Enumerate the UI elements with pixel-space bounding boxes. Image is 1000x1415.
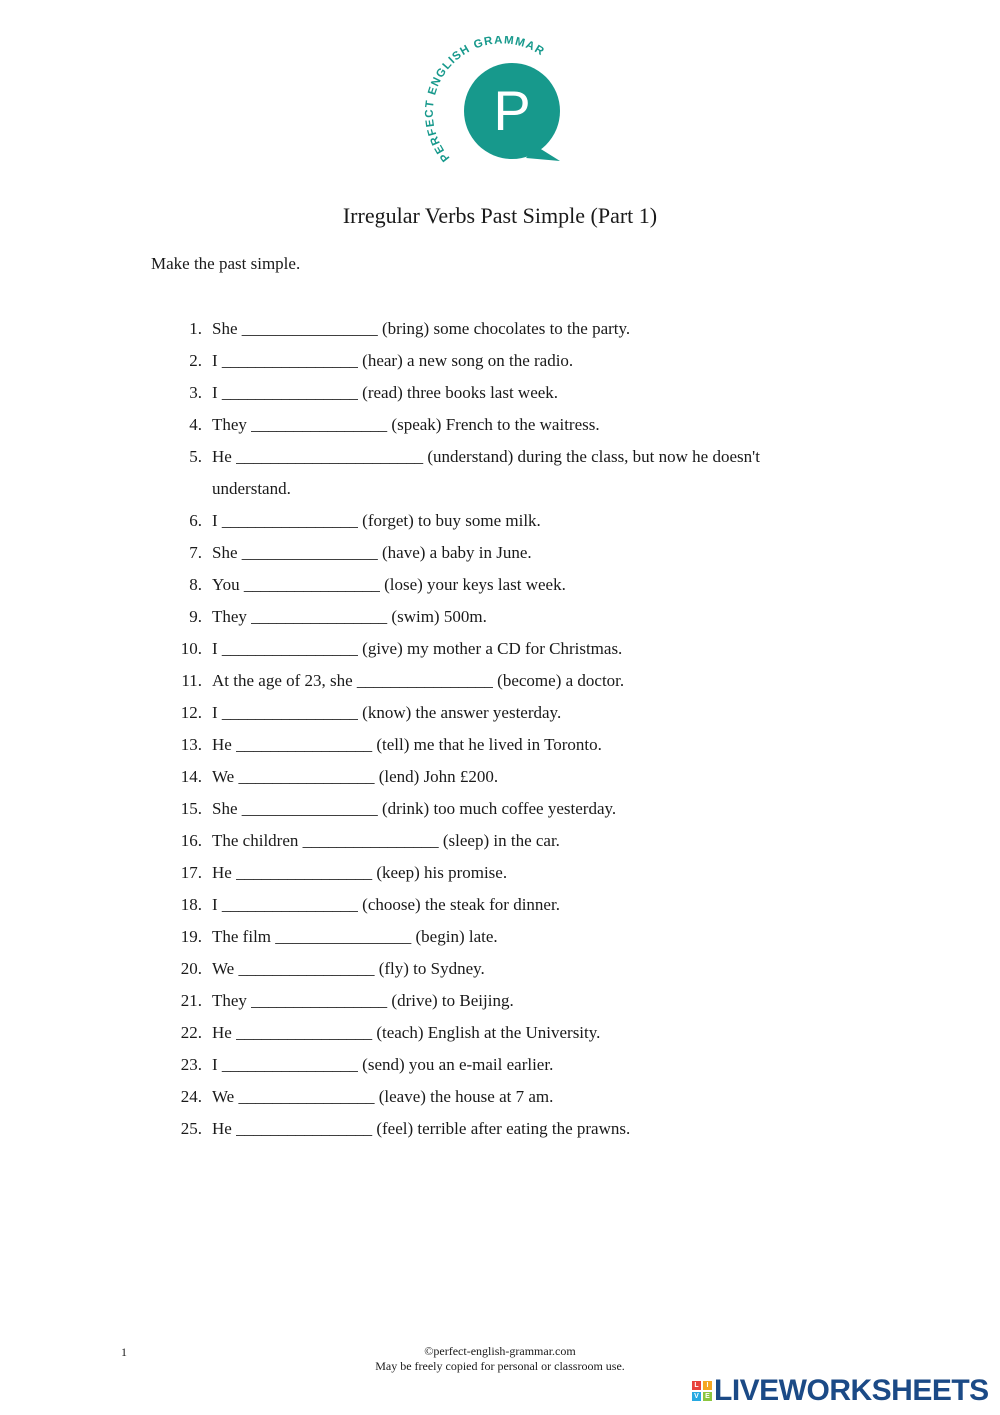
exercise-list: [173, 313, 793, 1145]
exercise-number: 1.: [189, 319, 202, 338]
instructions: Make the past simple.: [151, 254, 301, 273]
exercise-number: 16.: [180, 831, 202, 850]
liveworksheets-logo: [692, 1374, 989, 1408]
exercise-number: 2.: [189, 351, 202, 370]
exercise-number: 19.: [180, 927, 202, 946]
exercise-number: 8.: [189, 575, 202, 594]
exercise-item: [173, 633, 793, 665]
exercise-item: [173, 505, 793, 537]
exercise-sentence: He ______________________ (understand) during the class, but now he doesn't understand.: [212, 447, 760, 498]
liveworksheets-grid-icon: [692, 1381, 712, 1401]
exercise-item: [173, 889, 793, 921]
exercise-sentence: I ________________ (forget) to buy some milk.: [212, 511, 541, 530]
exercise-sentence: They ________________ (drive) to Beijing.: [212, 991, 514, 1010]
exercise-sentence: The film ________________ (begin) late.: [212, 927, 498, 946]
exercise-number: 24.: [180, 1087, 202, 1106]
exercise-item: [173, 313, 793, 345]
perfect-english-grammar-logo: [412, 36, 576, 172]
exercise-sentence: I ________________ (give) my mother a CD for Christmas.: [212, 639, 623, 658]
exercise-sentence: You ________________ (lose) your keys last week.: [212, 575, 566, 594]
exercise-sentence: He ________________ (feel) terrible after eating the prawns.: [212, 1119, 631, 1138]
exercise-item: [173, 857, 793, 889]
exercise-item: [173, 921, 793, 953]
exercise-sentence: I ________________ (know) the answer yesterday.: [212, 703, 562, 722]
exercise-sentence: She ________________ (drink) too much coffee yesterday.: [212, 799, 617, 818]
exercise-item: [173, 601, 793, 633]
exercise-item: [173, 1081, 793, 1113]
exercise-number: 25.: [180, 1119, 202, 1138]
grid-tile: I: [703, 1381, 712, 1390]
logo-letter: P: [493, 79, 531, 142]
exercise-number: 10.: [180, 639, 202, 658]
exercise-number: 5.: [189, 447, 202, 466]
exercise-number: 12.: [180, 703, 202, 722]
grid-tile: L: [692, 1381, 701, 1390]
footer: [0, 1344, 1000, 1374]
exercise-sentence: He ________________ (tell) me that he lived in Toronto.: [212, 735, 602, 754]
page-number: 1: [121, 1345, 127, 1359]
exercise-item: [173, 1113, 793, 1145]
exercise-number: 18.: [180, 895, 202, 914]
exercise-item: [173, 345, 793, 377]
exercise-sentence: I ________________ (choose) the steak for dinner.: [212, 895, 560, 914]
exercise-item: [173, 697, 793, 729]
exercise-sentence: She ________________ (bring) some chocolates to the party.: [212, 319, 631, 338]
grid-tile: V: [692, 1392, 701, 1401]
exercise-item: [173, 569, 793, 601]
usage-text: May be freely copied for personal or classroom use.: [375, 1359, 625, 1373]
exercise-number: 6.: [189, 511, 202, 530]
exercise-sentence: I ________________ (hear) a new song on the radio.: [212, 351, 574, 370]
exercise-item: [173, 1017, 793, 1049]
exercise-item: [173, 537, 793, 569]
exercise-number: 21.: [180, 991, 202, 1010]
exercise-item: [173, 761, 793, 793]
exercise-sentence: I ________________ (read) three books last week.: [212, 383, 559, 402]
grid-tile: E: [703, 1392, 712, 1401]
exercise-number: 20.: [180, 959, 202, 978]
exercise-sentence: I ________________ (send) you an e-mail earlier.: [212, 1055, 554, 1074]
exercise-item: [173, 377, 793, 409]
exercise-number: 22.: [180, 1023, 202, 1042]
exercise-number: 13.: [180, 735, 202, 754]
exercise-sentence: The children ________________ (sleep) in the car.: [212, 831, 560, 850]
exercise-sentence: We ________________ (fly) to Sydney.: [212, 959, 485, 978]
exercise-number: 17.: [180, 863, 202, 882]
logo-ring-text: PERFECT ENGLISH GRAMMAR: [423, 36, 547, 164]
exercise-item: [173, 985, 793, 1017]
exercise-sentence: He ________________ (keep) his promise.: [212, 863, 508, 882]
exercise-number: 7.: [189, 543, 202, 562]
exercise-sentence: They ________________ (speak) French to the waitress.: [212, 415, 600, 434]
exercise-number: 15.: [180, 799, 202, 818]
exercise-item: [173, 793, 793, 825]
exercise-sentence: We ________________ (lend) John £200.: [212, 767, 499, 786]
exercise-number: 23.: [180, 1055, 202, 1074]
exercise-sentence: He ________________ (teach) English at the University.: [212, 1023, 601, 1042]
exercise-number: 14.: [180, 767, 202, 786]
exercise-sentence: She ________________ (have) a baby in June.: [212, 543, 532, 562]
exercise-sentence: They ________________ (swim) 500m.: [212, 607, 487, 626]
exercise-item: [173, 441, 793, 505]
exercise-item: [173, 953, 793, 985]
exercise-item: [173, 665, 793, 697]
exercise-item: [173, 409, 793, 441]
exercise-sentence: At the age of 23, she ________________ (become) a doctor.: [212, 671, 625, 690]
exercise-number: 3.: [189, 383, 202, 402]
liveworksheets-wordmark: LIVEWORKSHEETS: [714, 1374, 989, 1407]
exercise-sentence: We ________________ (leave) the house at 7 am.: [212, 1087, 554, 1106]
exercise-item: [173, 1049, 793, 1081]
copyright-text: ©perfect-english-grammar.com: [424, 1344, 576, 1358]
exercise-number: 11.: [181, 671, 202, 690]
exercise-number: 4.: [189, 415, 202, 434]
exercise-item: [173, 729, 793, 761]
exercise-item: [173, 825, 793, 857]
exercise-number: 9.: [189, 607, 202, 626]
page-title: Irregular Verbs Past Simple (Part 1): [342, 203, 658, 228]
